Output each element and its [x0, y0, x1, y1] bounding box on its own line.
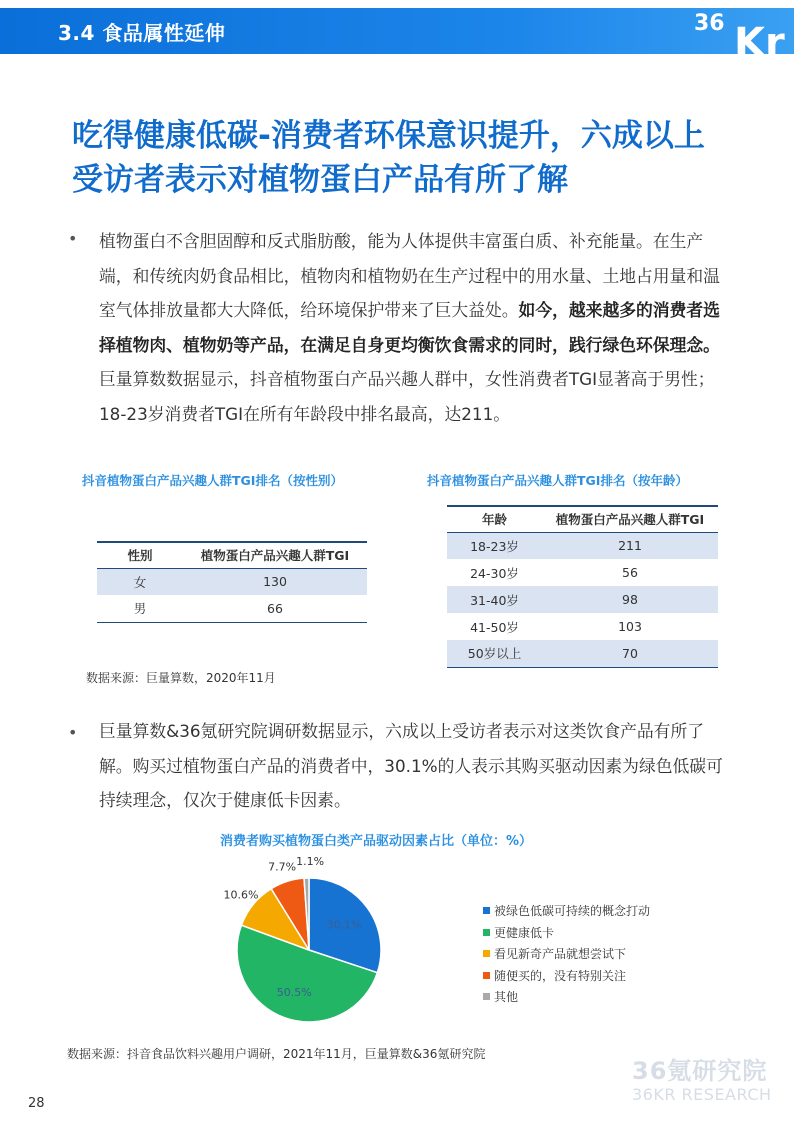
- table-header-cell: 年龄: [447, 506, 542, 532]
- bullet-marker: •: [68, 723, 78, 742]
- table-cell: 103: [618, 619, 642, 634]
- table-cell: 24-30岁: [470, 565, 519, 581]
- chart-title: 消费者购买植物蛋白类产品驱动因素占比（单位：%）: [220, 834, 533, 849]
- legend-label: 其他: [494, 990, 519, 1005]
- logo-text-bottom: Kr: [734, 20, 785, 56]
- table-cell: 50岁以上: [447, 640, 542, 667]
- table-header-row: [447, 506, 718, 532]
- table-cell: 41-50岁: [470, 619, 519, 635]
- watermark: [632, 1057, 772, 1105]
- logo-text-top: 36: [694, 11, 725, 36]
- pie-slice-label: 30.1%: [326, 918, 362, 932]
- legend-swatch: [483, 993, 490, 1000]
- table-row: [447, 586, 718, 613]
- table-row: [447, 640, 718, 667]
- paragraph-1-bold: 如今，越来越多的消费者选择植物肉、植物奶等产品，在满足自身更均衡饮食需求的同时，践行绿色环保理念。: [99, 300, 720, 355]
- main-title: 吃得健康低碳-消费者环保意识提升，六成以上受访者表示对植物蛋白产品有所了解: [72, 118, 705, 198]
- table-cell: 31-40岁: [447, 586, 542, 613]
- table-row: [447, 532, 718, 559]
- pie-slice-label: 7.7%: [268, 860, 297, 874]
- legend-swatch: [483, 907, 490, 914]
- legend-item: [483, 922, 650, 944]
- pie-chart: [200, 850, 400, 1030]
- table-cell: 女: [97, 568, 183, 595]
- paragraph-1-text-a: 植物蛋白不含胆固醇和反式脂肪酸，能为人体提供丰富蛋白质、补充能量。在生产端，和传统肉奶食品相比，植物肉和植物奶在生产过程中的用水量、土地占用量和温室气体排放量都大大降低，给环境保护带来了巨大益处。: [99, 231, 720, 320]
- pie-slice-label: 1.1%: [296, 855, 325, 869]
- table-row: [447, 559, 718, 586]
- table-cell: 211: [542, 532, 718, 559]
- paragraph-1: [99, 224, 724, 431]
- chart-legend: [483, 900, 650, 1008]
- legend-swatch: [483, 972, 490, 979]
- legend-item: [483, 900, 650, 922]
- table-header-cell: 植物蛋白产品兴趣人群TGI: [183, 542, 367, 568]
- table-age: [447, 505, 718, 668]
- legend-label: 更健康低卡: [494, 925, 555, 940]
- table-header-row: [97, 542, 367, 568]
- table-cell: 男: [97, 595, 183, 622]
- pie-slice-label: 10.6%: [223, 888, 259, 902]
- section-title: 3.4 食品属性延伸: [58, 21, 226, 45]
- legend-label: 随便买的，没有特别关注: [494, 968, 627, 983]
- legend-item: [483, 986, 650, 1008]
- table-gender: [97, 541, 367, 623]
- table-cell: 98: [542, 586, 718, 613]
- table-header-cell: 性别: [97, 542, 183, 568]
- table-cell: 18-23岁: [447, 532, 542, 559]
- pie-slice-label: 50.5%: [276, 986, 312, 1000]
- table-row: [97, 595, 367, 622]
- paragraph-1-text-b: 巨量算数数据显示，抖音植物蛋白产品兴趣人群中，女性消费者TGI显著高于男性；18-23岁消费者TGI在所有年龄段中排名最高，达211。: [99, 369, 715, 424]
- table-row: [97, 568, 367, 595]
- table-cell: 70: [542, 640, 718, 667]
- table-cell: 66: [183, 595, 367, 622]
- table-header-cell: 植物蛋白产品兴趣人群TGI: [542, 506, 718, 532]
- bullet-marker: •: [68, 229, 78, 248]
- table-row: [447, 613, 718, 640]
- legend-item: [483, 943, 650, 965]
- watermark-line-2: 36KR RESEARCH: [632, 1085, 772, 1104]
- watermark-line-1: 36氪研究院: [632, 1057, 768, 1085]
- table-cell: 56: [622, 565, 638, 580]
- table-gender-caption: 抖音植物蛋白产品兴趣人群TGI排名（按性别）: [82, 473, 343, 488]
- table-cell: 130: [183, 568, 367, 595]
- source-note-2: 数据来源：抖音食品饮料兴趣用户调研，2021年11月，巨量算数&36氪研究院: [67, 1047, 486, 1061]
- legend-item: [483, 965, 650, 987]
- legend-label: 看见新奇产品就想尝试下: [494, 947, 627, 962]
- source-note-1: 数据来源：巨量算数，2020年11月: [86, 671, 276, 685]
- table-age-caption: 抖音植物蛋白产品兴趣人群TGI排名（按年龄）: [427, 473, 688, 488]
- legend-swatch: [483, 950, 490, 957]
- paragraph-2: 巨量算数&36氪研究院调研数据显示，六成以上受访者表示对这类饮食产品有所了解。购买过植物蛋白产品的消费者中，30.1%的人表示其购买驱动因素为绿色低碳可持续理念，仅次于健康低卡因素。: [99, 721, 723, 810]
- legend-swatch: [483, 929, 490, 936]
- page-number: 28: [28, 1096, 45, 1111]
- legend-label: 被绿色低碳可持续的概念打动: [494, 904, 651, 919]
- 36kr-logo: [692, 0, 794, 56]
